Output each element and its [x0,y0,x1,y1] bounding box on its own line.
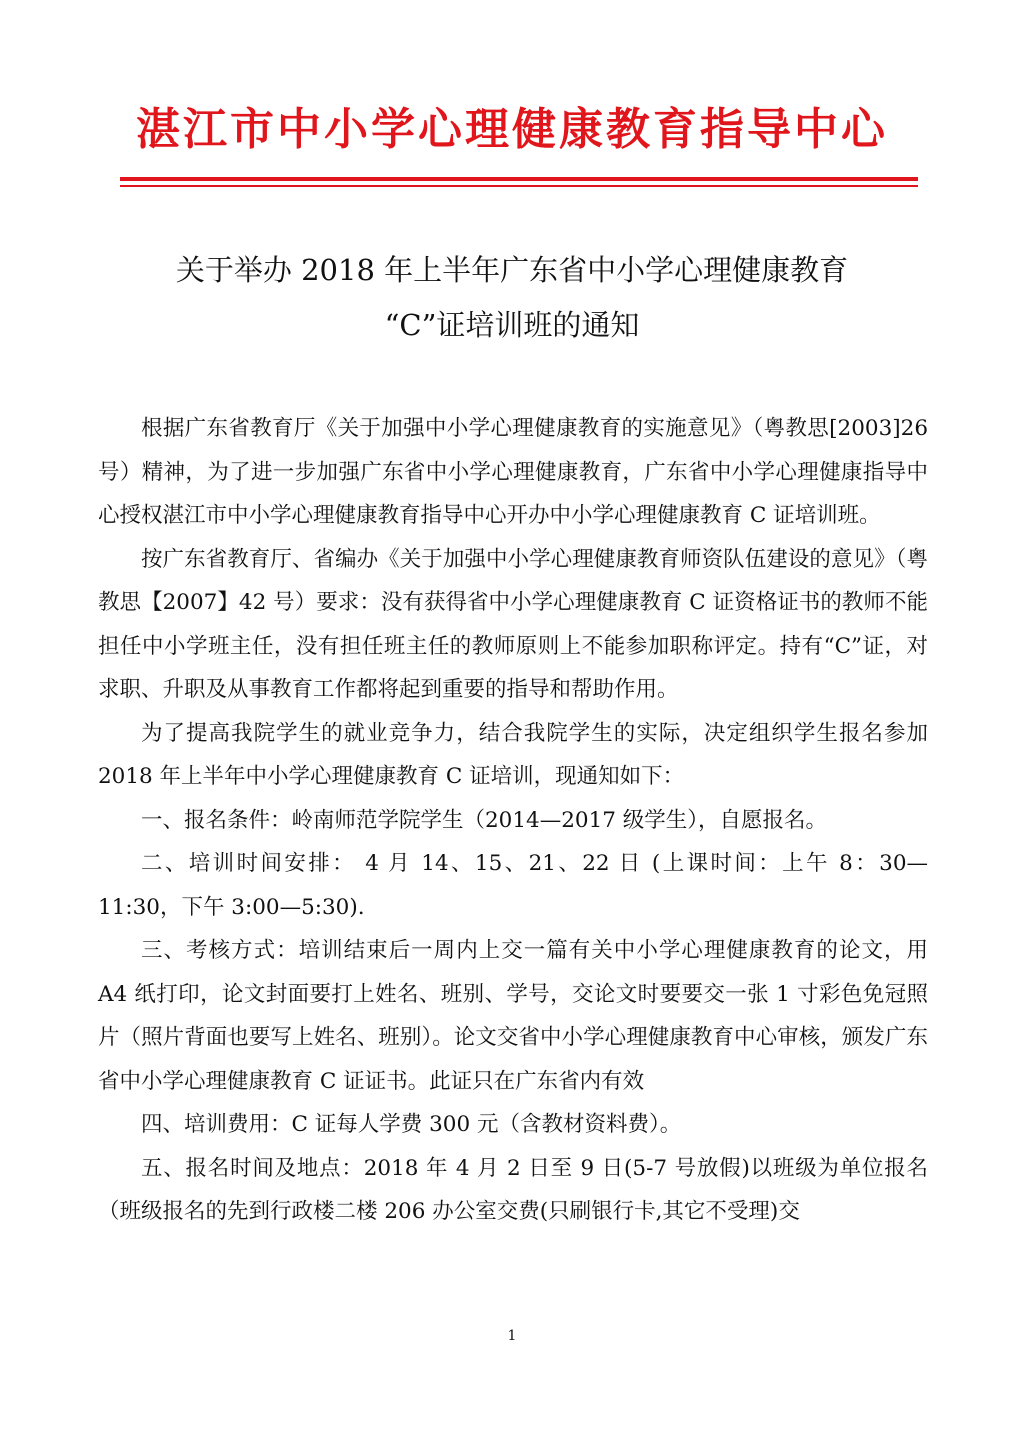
document-body [98,407,928,1234]
letterhead-org-name: 湛江市中小学心理健康教育指导中心 [136,104,888,155]
document-title-line-1: 关于举办 2018 年上半年广东省中小学心理健康教育 [175,253,849,287]
paragraph-assessment: 三、考核方式：培训结束后一周内上交一篇有关中小学心理健康教育的论文，用 A4 纸打印，论文封面要打上姓名、班别、学号，交论文时要要交一张 1 寸彩色免冠照片（照片背面也要写上姓名、班别）。论文交省中小学心理健康教育中心审核，颁发广东省中小学心理健康教育 C 证证书。此证只在广东省内有效 [98,938,928,1094]
paragraph-policy-basis: 根据广东省教育厅《关于加强中小学心理健康教育的实施意见》（粤教思[2003]26 号）精神，为了进一步加强广东省中小学心理健康教育，广东省中小学心理健康指导中心授权湛江市中小学心理健康教育指导中心开办中小学心理健康教育 C 证培训班。 [98,416,928,528]
paragraph-registration: 五、报名时间及地点：2018 年 4 月 2 日至 9 日(5-7 号放假)以班级为单位报名（班级报名的先到行政楼二楼 206 办公室交费(只刷银行卡,其它不受理)交 [98,1155,928,1224]
page-number: 1 [507,1328,517,1344]
paragraph-purpose: 为了提高我院学生的就业竞争力，结合我院学生的实际，决定组织学生报名参加 2018 年上半年中小学心理健康教育 C 证培训，现通知如下： [98,720,928,789]
paragraph-eligibility: 一、报名条件：岭南师范学院学生（2014—2017 级学生），自愿报名。 [141,807,828,833]
paragraph-schedule: 二、培训时间安排： 4 月 14、15、21、22 日 (上课时间：上午 8：30—11:30，下午 3:00—5:30). [98,851,928,920]
document-title-line-2: “C”证培训班的通知 [384,308,640,342]
letterhead-rule-thick [120,177,918,181]
letterhead-rule-thin [120,185,918,187]
paragraph-requirement: 按广东省教育厅、省编办《关于加强中小学心理健康教育师资队伍建设的意见》（粤教思【2007】42 号）要求：没有获得省中小学心理健康教育 C 证资格证书的教师不能担任中小学班主任，没有担任班主任的教师原则上不能参加职称评定。持有“C”证，对求职、升职及从事教育工作都将起到重要的指导和帮助作用。 [98,546,928,702]
paragraph-fees: 四、培训费用：C 证每人学费 300 元（含教材资料费）。 [141,1112,682,1137]
